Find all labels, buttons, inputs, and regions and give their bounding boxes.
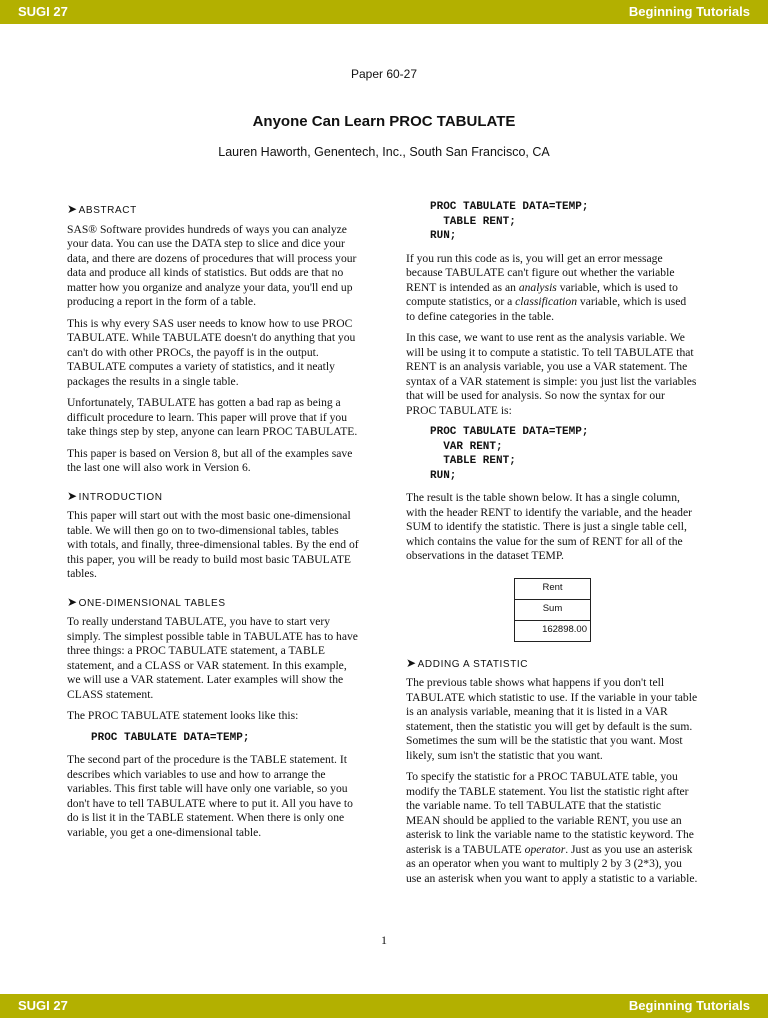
heading-text: ABSTRACT	[78, 205, 137, 216]
emphasis: classification	[515, 295, 577, 308]
section-heading-introduction	[67, 489, 359, 506]
text-run: . Just as you use an asterisk as an operator when you want to multiply 2 by 3 (2*3), you use an asterisk when you want to apply a statistic to a variable.	[406, 842, 698, 885]
paragraph: The previous table shows what happens if you don't tell TABULATE which statistic to use. If the variable in your table is an analysis variable, meaning that it is listed in a VAR statement, then the statistic you will get by default is the sum. Sometimes the sum will be the statistic that you want. Most likely, sum isn't the statistic that you want.	[406, 676, 698, 762]
paragraph: In this case, we want to use rent as the analysis variable. We will be using it to compute a statistic. To tell TABULATE that RENT is an analysis variable, you use a VAR statement. The syntax of a VAR statement is simple: you just list the variables that will be used for analysis. So now the syntax for our PROC TABULATE is:	[406, 331, 697, 417]
table-header-rent: Rent	[515, 578, 591, 599]
table-header-sum: Sum	[515, 599, 591, 620]
footer-bar	[0, 994, 768, 1018]
arrow-icon: ➤	[406, 655, 417, 670]
paragraph: The PROC TABULATE statement looks like this:	[67, 709, 299, 722]
heading-text: ONE-DIMENSIONAL TABLES	[78, 597, 226, 609]
header-conference: SUGI 27	[18, 4, 68, 19]
authors: Lauren Haworth, Genentech, Inc., South San Francisco, CA	[218, 145, 550, 159]
text-run: variable, which is used to compute statistics, or a	[406, 280, 678, 308]
arrow-icon: ➤	[67, 488, 78, 503]
paragraph: This is why every SAS user needs to know how to use PROC TABULATE. While TABULATE doesn't do anything that you can't do with other PROCs, the payoff is in the output. TABULATE computes a variety of statistics, and it neatly packages the results in a single table.	[67, 316, 356, 388]
paragraph: This paper is based on Version 8, but all of the examples save the last one will also work in Version 6.	[67, 446, 353, 474]
paragraph	[406, 252, 698, 325]
heading-text: INTRODUCTION	[78, 491, 163, 503]
page-number: 1	[381, 933, 387, 947]
code-block: PROC TABULATE DATA=TEMP; VAR RENT; TABLE RENT; RUN;	[430, 426, 589, 482]
left-column	[67, 200, 359, 847]
paper-title: Anyone Can Learn PROC TABULATE	[252, 113, 516, 130]
paragraph: The result is the table shown below. It has a single column, with the header RENT to identify the variable, and the header SUM to identify the statistic. There is just a single table cell, which contains the value for the sum of RENT for all of the observations in the dataset TEMP.	[406, 491, 692, 562]
paragraph: The second part of the procedure is the TABLE statement. It describes which variables to use and how to arrange the variables. This first table will have only one variable, so you don't have to tell TABULATE where to put it. All you have to do is list it in the TABLE statement. When there is only one variable, you get a one-dimensional table.	[67, 753, 353, 839]
paragraph: SAS® Software provides hundreds of ways you can analyze your data. You can use the DATA step to slice and dice your data, and there are dozens of procedures that will process your data and produce all kinds of statistics. But odds are that no matter how you organize and analyze your data, you'll end up producing a report in the form of a table.	[67, 222, 357, 308]
section-heading-one-dimensional	[67, 595, 359, 612]
code-block: PROC TABULATE DATA=TEMP; TABLE RENT; RUN;	[430, 201, 589, 242]
header-section: Beginning Tutorials	[628, 4, 750, 19]
footer-section: Beginning Tutorials	[628, 998, 750, 1013]
text-run: To specify the statistic for a PROC TABULATE table, you modify the TABLE statement. You list the statistic right after the variable name. To tell TABULATE that the statistic MEAN should be applied to the variable RENT, you use an asterisk to link the variable name to the statistic keyword. The asterisk is a TABULATE	[406, 770, 694, 856]
paragraph: Unfortunately, TABULATE has gotten a bad rap as being a difficult procedure to learn. This paper will prove that if you take things step by step, anyone can learn PROC TABULATE.	[67, 396, 358, 438]
arrow-icon: ➤	[67, 202, 78, 216]
text-run: If you run this code as is, you will get an error message because TABULATE can't figure out whether the variable RENT is intended as an	[406, 251, 675, 294]
emphasis: analysis	[518, 280, 557, 294]
paper-number: Paper 60-27	[350, 67, 418, 81]
code-block: PROC TABULATE DATA=TEMP;	[91, 731, 250, 744]
paragraph: This paper will start out with the most basic one-dimensional table. We will then go on to two-dimensional tables, tables with totals, and finally, three-dimensional tables. By the end of this paper, you will be ready to build most basic TABULATE tables.	[67, 509, 359, 580]
text-run: variable, which is used to define categories in the table.	[406, 295, 687, 323]
result-table	[514, 578, 591, 642]
footer-conference: SUGI 27	[18, 998, 68, 1013]
emphasis: operator	[524, 842, 566, 856]
right-column	[406, 200, 698, 893]
paragraph: To really understand TABULATE, you have to start very simply. The simplest possible table in TABULATE has to have three things: a PROC TABULATE statement, a TABLE statement, and a CLASS or VAR statement. In this example, we will use a VAR statement. Later examples will show the CLASS statement.	[67, 615, 358, 701]
section-heading-adding-statistic	[406, 656, 698, 673]
arrow-icon: ➤	[67, 594, 78, 609]
paragraph	[406, 770, 698, 886]
section-heading-abstract	[67, 202, 359, 219]
header-bar	[0, 0, 768, 24]
heading-text: ADDING A STATISTIC	[417, 658, 529, 670]
table-cell-value: 162898.00	[515, 620, 591, 641]
